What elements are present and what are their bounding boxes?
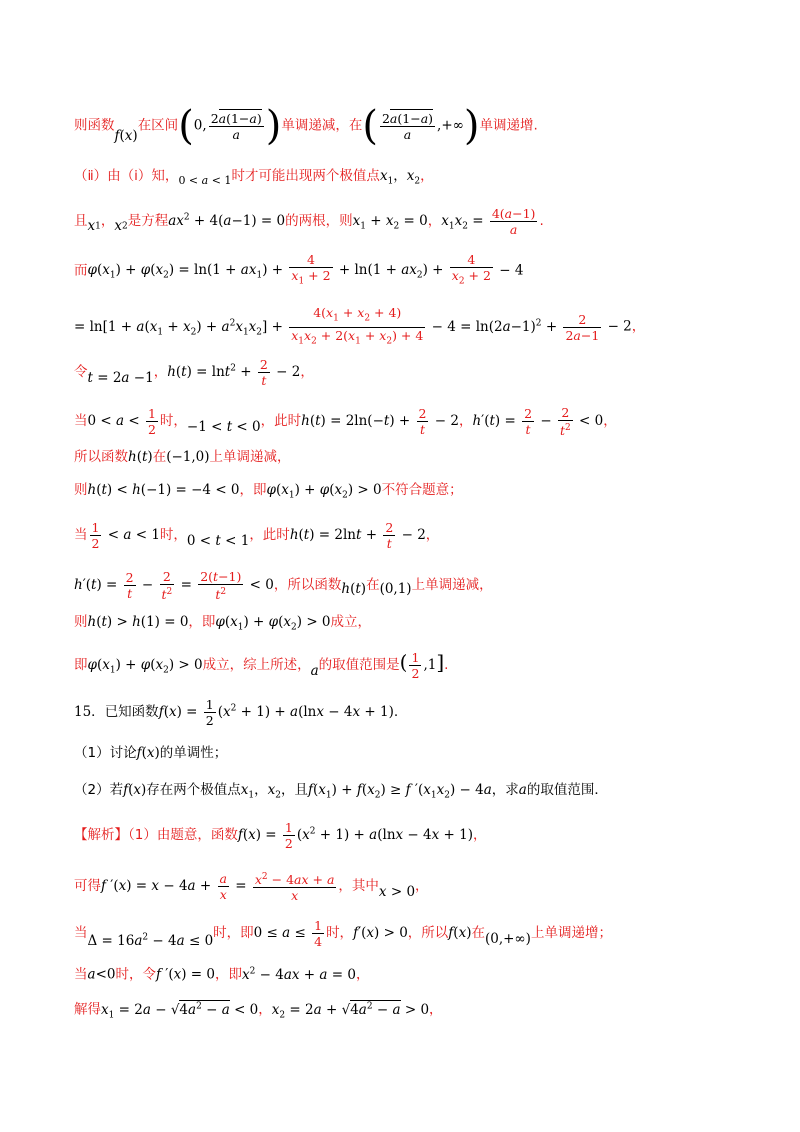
text: （1）由题意，函数 (128, 827, 238, 843)
question-number: 15． (74, 704, 105, 720)
text: 则函数 (74, 117, 115, 134)
text: 当 (74, 413, 88, 430)
line-16: （2）若f(x)存在两个极值点$x_1$，$x_2$，且$f(x_1) + f(x_2) \ge f$ $'(x_1x_2) - 4a$，求a的取值范围． (74, 782, 608, 801)
line-20: 当a<0时，令f ′(x) = 0，即$x^2 - 4ax + a = 0$， (74, 966, 370, 983)
line-17: 【解析】（1）由题意，函数f(x) = $\frac{1}{2}$ $(x^2 + 1) + a(\ln x - 4x + 1)$， (74, 820, 487, 851)
text: （1）讨论 (74, 745, 137, 761)
line-19: 当$\Delta = 16a^2 - 4a \le 0$时，即0 ≤ a ≤ $\frac{1}{4}$ 时，f′(x) > 0，所以f(x)在(0,+∞)上单调递增； (74, 918, 612, 949)
text: （2）若 (74, 782, 124, 798)
text: ，即 (214, 966, 242, 983)
line-8: 所以函数h(t)在(−1,0)上单调递减， (74, 449, 291, 465)
line-12: 则h(t) > h(1) = 0，即$\varphi(x_1) + \varphi(x_2) > 0$成立， (74, 614, 372, 633)
text: 则 (74, 482, 88, 498)
text: 不符合题意； (381, 482, 463, 498)
text: 时， (326, 925, 354, 941)
text: 在 (152, 449, 167, 465)
line-1: 则函数f(x)在区间(0, $\frac{2a(1-a)}{a}$ )单调递减，在( $\frac{2a(1-a)}{a}$ ,+∞)单调递增. (74, 103, 538, 149)
text: 上单调递减， (411, 577, 493, 594)
line-15: （1）讨论f(x)的单调性； (74, 745, 228, 761)
text: 当 (74, 966, 88, 983)
line-9: 则h(t) < h(−1) = −4 < 0，即$\varphi(x_1) + \varphi(x_2) > 0$不符合题意； (74, 482, 463, 501)
text: 解得 (74, 1001, 101, 1018)
text: 则 (74, 614, 88, 630)
text: 已知函数 (104, 704, 159, 720)
text: 成立，综上所述， (202, 657, 311, 673)
text: 的单调性； (159, 745, 228, 761)
text: 单调递减，在 (281, 117, 363, 134)
line-5: = $\ln[1 + a(x_1 + x_2) + a^2x_1x_2]$ + $\frac{4(x_1 + x_2 + 4)}{x_1x_2 + 2(x_1 + x_2) + 4}$ − $4 = \ln(2a-1)^2$ + $\frac{2}{2a-1}$ − 2， (74, 305, 646, 346)
text: ，求 (491, 782, 519, 798)
line-13: 即$\varphi(x_1) + \varphi(x_2) > 0$成立，综上所述，a的取值范围是( $\frac{1}{2}$ ,1]. (74, 650, 449, 681)
line-3: 且$x_1$，$x_2$是方程$ax^2 + 4(a-1) = 0$的两根，则$x_1 + x_2 = 0$，$x_1x_2$ = $\frac{4(a-1)}{a}$ . (74, 206, 544, 237)
text: ，此时 (249, 527, 290, 543)
analysis-tag: 【解析】 (74, 827, 128, 843)
text: 当 (74, 925, 88, 941)
text: 时才可能出现两个极值点 (231, 168, 380, 184)
text: 上单调递增； (530, 925, 612, 941)
text: ，所以函数 (273, 577, 342, 594)
text: ，即 (188, 614, 216, 630)
text: ，其中 (338, 878, 379, 895)
text: ，所以 (407, 925, 449, 941)
line-14: 15．已知函数f(x) = $\frac{1}{2}$ $(x^2 + 1) + a(\ln x - 4x + 1)$. (74, 697, 399, 728)
text: 时，即 (213, 925, 254, 941)
text: 且 (74, 213, 88, 229)
text: 而 (74, 262, 88, 279)
text: 时，令 (115, 966, 156, 983)
line-21: 解得$x_1 = 2a - √4a^2 - a < 0$，$x_2 = 2a + √4a^2 - a > 0$， (74, 1001, 443, 1021)
text: 在 (366, 577, 380, 594)
text: 的两根，则 (285, 213, 353, 229)
line-2: （ⅱ）由（ⅰ）知，$_{0 < a < 1}$时才可能出现两个极值点$x_1$，$x_2$， (74, 168, 434, 187)
text: 时， (159, 413, 187, 430)
text: ，此时 (260, 413, 302, 430)
line-10: 当 $\frac{1}{2}$ < a < 1时，0 < t < 1，此时h(t) = 2lnt + $\frac{2}{t}$ − 2， (74, 520, 440, 551)
text: 在区间 (137, 117, 179, 134)
text: 的取值范围． (526, 782, 608, 798)
text: 单调递增. (479, 117, 538, 134)
text: ，且 (281, 782, 308, 798)
line-4: 而$\varphi(x_1) + \varphi(x_2) = \ln(1 + ax_1)$ + $\frac{4}{x_1 + 2}$ + $\ln(1 + ax_2)$ + $\frac{4}{x_2 + 2}$ − 4 (74, 252, 524, 287)
text: 是方程 (127, 213, 169, 229)
text: （ⅱ）由（ⅰ）知， (74, 168, 179, 184)
text: ，即 (239, 482, 267, 498)
text: 即 (74, 657, 88, 673)
line-11: h′(t) = $\frac{2}{t}$ − $\frac{2}{t^2}$ = $\frac{2(t-1)}{t^2}$ < 0，所以函数h(t)在(0,1)上单调递减， (74, 569, 493, 603)
text: 的取值范围是 (318, 657, 400, 673)
line-7: 当0 < a < $\frac{1}{2}$ 时，−1 < t < 0，此时h(t) = 2ln(−t) + $\frac{2}{t}$ − 2，h′(t) = $\frac{2}{t}$ − $\frac{2}{t^2}$ < 0， (74, 405, 617, 439)
text: 可得 (74, 878, 101, 895)
line-18: 可得f ′(x) = x − 4a + $\frac{a}{x}$ = $\frac{x^2 - 4ax + a}{x}$ ，其中x > 0， (74, 871, 429, 904)
text: 在 (471, 925, 485, 941)
text: 令 (74, 364, 88, 380)
text: 上单调递减， (209, 449, 291, 465)
text: 所以函数 (74, 449, 128, 465)
text: 存在两个极值点 (146, 782, 241, 798)
text: 时， (159, 527, 187, 543)
text: 当 (74, 527, 88, 543)
line-6: 令t = 2a −1，h(t) = lnt$^2$ + $\frac{2}{t}$ − 2， (74, 357, 314, 388)
text: 成立， (330, 614, 372, 630)
